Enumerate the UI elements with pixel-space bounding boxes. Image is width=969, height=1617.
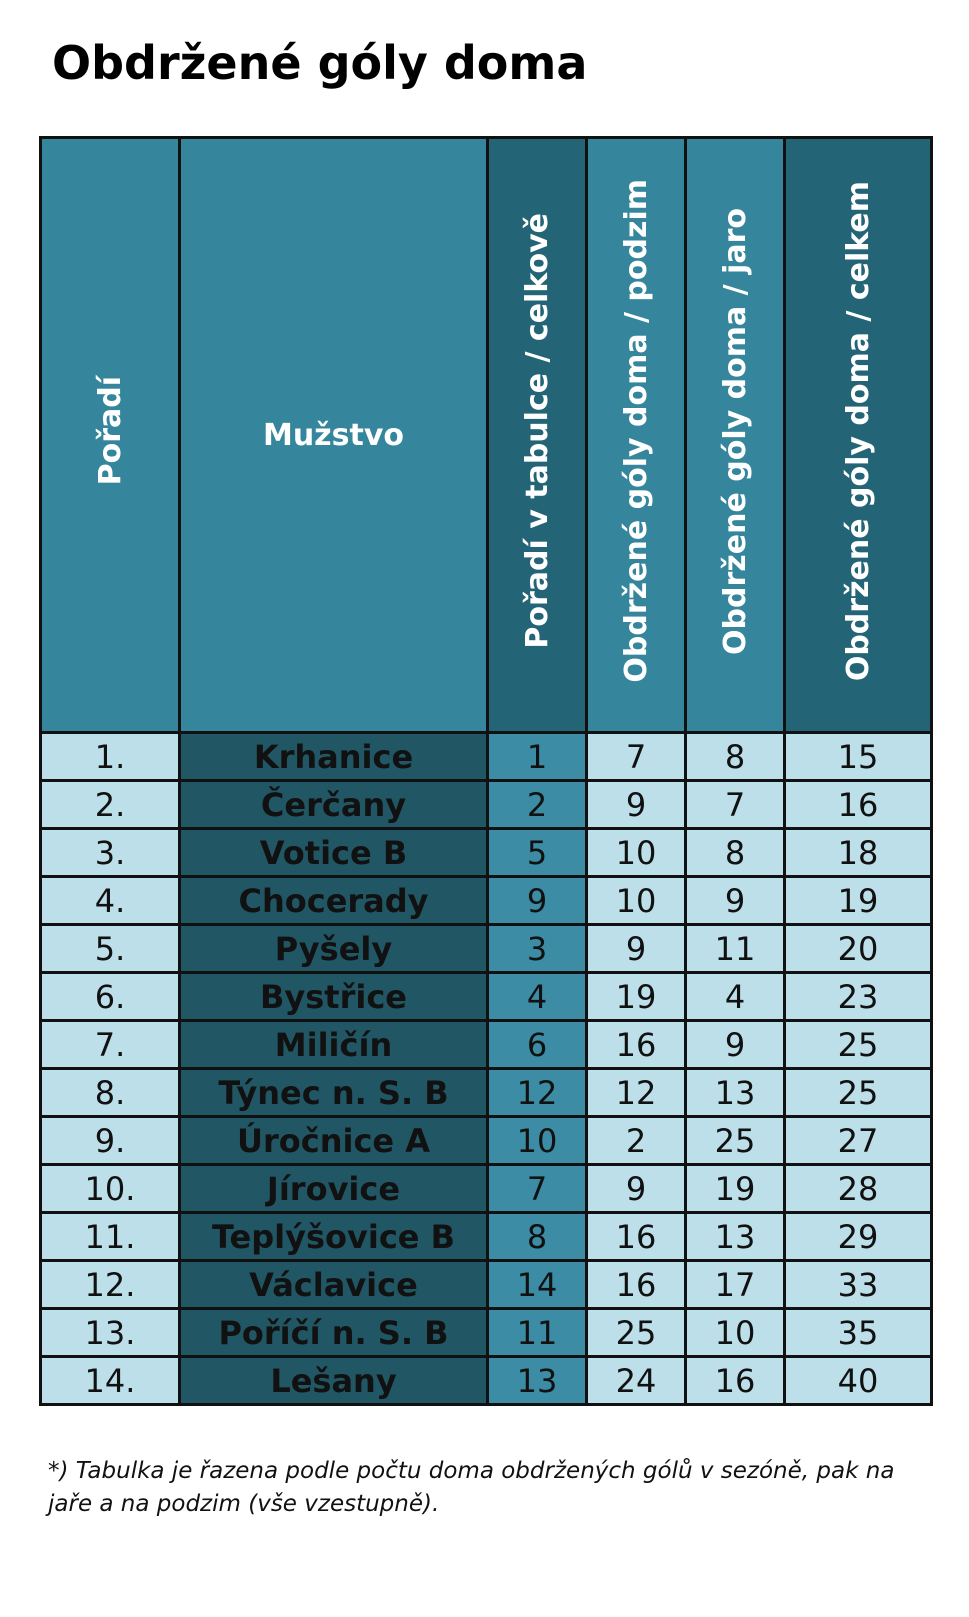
cell-autumn: 16 (587, 1213, 686, 1261)
cell-team: Lešany (180, 1357, 488, 1405)
header-table-rank (488, 138, 587, 733)
table-header (41, 138, 932, 733)
table-row (41, 1021, 932, 1069)
cell-spring: 11 (686, 925, 785, 973)
header-spring (686, 138, 785, 733)
cell-table-rank: 8 (488, 1213, 587, 1261)
goals-table (39, 136, 933, 1406)
cell-autumn: 2 (587, 1117, 686, 1165)
cell-autumn: 16 (587, 1021, 686, 1069)
cell-autumn: 9 (587, 1165, 686, 1213)
cell-total: 23 (785, 973, 932, 1021)
cell-total: 20 (785, 925, 932, 973)
cell-total: 25 (785, 1021, 932, 1069)
header-rank (41, 138, 180, 733)
cell-total: 29 (785, 1213, 932, 1261)
cell-table-rank: 9 (488, 877, 587, 925)
cell-total: 19 (785, 877, 932, 925)
cell-total: 16 (785, 781, 932, 829)
cell-table-rank: 2 (488, 781, 587, 829)
cell-team: Poříčí n. S. B (180, 1309, 488, 1357)
cell-team: Teplýšovice B (180, 1213, 488, 1261)
cell-total: 15 (785, 733, 932, 781)
cell-table-rank: 3 (488, 925, 587, 973)
table-body (41, 733, 932, 1405)
footnote: *) Tabulka je řazena podle počtu doma obdržených gólů v sezóně, pak na jaře a na podzim (vše vzestupně). (48, 1458, 895, 1517)
cell-spring: 17 (686, 1261, 785, 1309)
cell-autumn: 10 (587, 829, 686, 877)
header-autumn-label: Obdržené góly doma / podzim (618, 179, 654, 683)
cell-team: Miličín (180, 1021, 488, 1069)
header-spring-label: Obdržené góly doma / jaro (717, 207, 753, 655)
header-autumn (587, 138, 686, 733)
cell-autumn: 19 (587, 973, 686, 1021)
page-title: Obdržené góly doma (52, 36, 588, 90)
cell-rank: 7. (41, 1021, 180, 1069)
cell-team: Jírovice (180, 1165, 488, 1213)
cell-autumn: 10 (587, 877, 686, 925)
cell-spring: 4 (686, 973, 785, 1021)
cell-spring: 10 (686, 1309, 785, 1357)
cell-rank: 6. (41, 973, 180, 1021)
cell-spring: 13 (686, 1069, 785, 1117)
table-row (41, 781, 932, 829)
cell-team: Václavice (180, 1261, 488, 1309)
cell-spring: 13 (686, 1213, 785, 1261)
cell-rank: 3. (41, 829, 180, 877)
table-row (41, 973, 932, 1021)
cell-autumn: 9 (587, 781, 686, 829)
header-rank-label: Pořadí (92, 376, 128, 486)
header-table-rank-label: Pořadí v tabulce / celkově (519, 213, 555, 649)
cell-table-rank: 12 (488, 1069, 587, 1117)
cell-spring: 8 (686, 829, 785, 877)
table-row (41, 1117, 932, 1165)
cell-table-rank: 4 (488, 973, 587, 1021)
cell-autumn: 7 (587, 733, 686, 781)
cell-team: Bystřice (180, 973, 488, 1021)
cell-table-rank: 6 (488, 1021, 587, 1069)
header-total-label: Obdržené góly doma / celkem (840, 180, 876, 682)
cell-total: 35 (785, 1309, 932, 1357)
cell-total: 40 (785, 1357, 932, 1405)
table-row (41, 1309, 932, 1357)
table-row (41, 877, 932, 925)
cell-rank: 9. (41, 1117, 180, 1165)
cell-autumn: 16 (587, 1261, 686, 1309)
cell-table-rank: 11 (488, 1309, 587, 1357)
cell-team: Chocerady (180, 877, 488, 925)
cell-team: Týnec n. S. B (180, 1069, 488, 1117)
table-row (41, 925, 932, 973)
cell-rank: 2. (41, 781, 180, 829)
header-total (785, 138, 932, 733)
cell-spring: 8 (686, 733, 785, 781)
cell-rank: 5. (41, 925, 180, 973)
table-row (41, 829, 932, 877)
cell-autumn: 12 (587, 1069, 686, 1117)
cell-spring: 16 (686, 1357, 785, 1405)
table-row (41, 1261, 932, 1309)
cell-rank: 10. (41, 1165, 180, 1213)
cell-autumn: 24 (587, 1357, 686, 1405)
cell-team: Votice B (180, 829, 488, 877)
header-row (41, 138, 932, 733)
cell-rank: 14. (41, 1357, 180, 1405)
cell-table-rank: 5 (488, 829, 587, 877)
cell-table-rank: 1 (488, 733, 587, 781)
table-row (41, 1165, 932, 1213)
cell-rank: 11. (41, 1213, 180, 1261)
table-row (41, 1213, 932, 1261)
cell-rank: 12. (41, 1261, 180, 1309)
cell-total: 25 (785, 1069, 932, 1117)
cell-rank: 4. (41, 877, 180, 925)
cell-autumn: 25 (587, 1309, 686, 1357)
cell-spring: 25 (686, 1117, 785, 1165)
table-row (41, 1069, 932, 1117)
cell-table-rank: 13 (488, 1357, 587, 1405)
cell-team: Čerčany (180, 781, 488, 829)
cell-team: Krhanice (180, 733, 488, 781)
cell-spring: 19 (686, 1165, 785, 1213)
cell-total: 18 (785, 829, 932, 877)
cell-rank: 13. (41, 1309, 180, 1357)
table-row (41, 733, 932, 781)
header-team (180, 138, 488, 733)
table-row (41, 1357, 932, 1405)
cell-autumn: 9 (587, 925, 686, 973)
cell-total: 33 (785, 1261, 932, 1309)
cell-total: 27 (785, 1117, 932, 1165)
cell-rank: 1. (41, 733, 180, 781)
cell-total: 28 (785, 1165, 932, 1213)
cell-team: Úročnice A (180, 1117, 488, 1165)
cell-spring: 9 (686, 1021, 785, 1069)
cell-table-rank: 10 (488, 1117, 587, 1165)
cell-table-rank: 7 (488, 1165, 587, 1213)
cell-spring: 9 (686, 877, 785, 925)
cell-team: Pyšely (180, 925, 488, 973)
cell-table-rank: 14 (488, 1261, 587, 1309)
cell-spring: 7 (686, 781, 785, 829)
header-team-label: Mužstvo (262, 417, 405, 453)
cell-rank: 8. (41, 1069, 180, 1117)
